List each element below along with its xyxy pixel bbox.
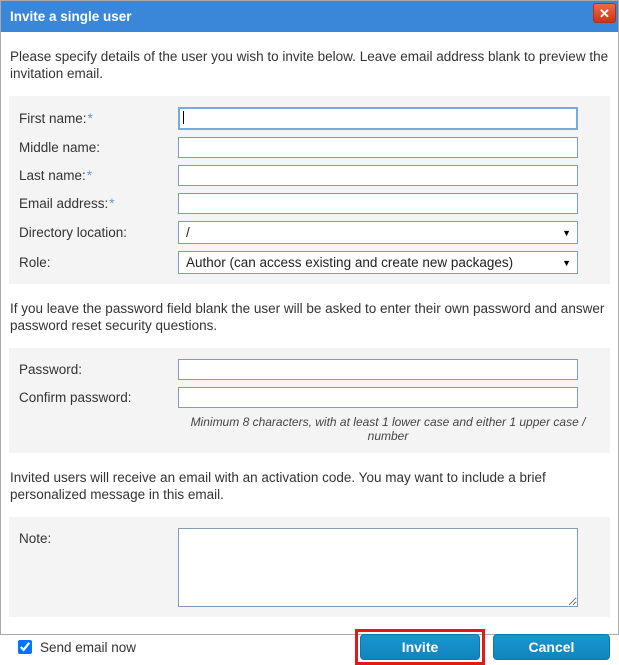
last-name-label: Last name:*: [19, 168, 93, 183]
send-email-now-checkbox[interactable]: [18, 640, 32, 654]
user-details-panel: [9, 96, 610, 284]
invite-button[interactable]: Invite: [360, 634, 480, 660]
first-name-input[interactable]: [178, 107, 578, 130]
intro-text: Please specify details of the user you wish to invite below. Leave email address blank to preview the invitation email.: [10, 49, 609, 81]
email-address-label: Email address:*: [19, 196, 115, 211]
middle-name-input[interactable]: [178, 137, 578, 158]
footer-buttons: [355, 629, 610, 665]
last-name-row: [19, 165, 600, 186]
password-label: Password:: [19, 362, 83, 377]
chevron-down-icon: ▼: [562, 257, 571, 268]
role-label: Role:: [19, 255, 51, 270]
note-row: [19, 528, 600, 607]
confirm-password-input[interactable]: [178, 387, 578, 408]
close-button[interactable]: [593, 3, 616, 23]
directory-location-select[interactable]: [178, 221, 578, 244]
chevron-down-icon: ▼: [562, 227, 571, 238]
first-name-label: First name:*: [19, 111, 93, 126]
last-name-input[interactable]: [178, 165, 578, 186]
required-asterisk: *: [109, 196, 115, 211]
note-textarea[interactable]: [178, 528, 578, 607]
first-name-row: [19, 107, 600, 130]
close-icon: ✕: [599, 5, 610, 21]
directory-location-row: [19, 221, 600, 244]
cancel-button[interactable]: Cancel: [493, 634, 610, 660]
confirm-password-row: [19, 387, 600, 408]
password-intro-text: If you leave the password field blank the user will be asked to enter their own password and answer password reset security questions.: [10, 301, 605, 333]
send-email-now-label: Send email now: [40, 639, 137, 655]
dialog-footer: [9, 629, 610, 665]
email-address-input[interactable]: [178, 193, 578, 214]
directory-location-label: Directory location:: [19, 225, 128, 240]
email-address-row: [19, 193, 600, 214]
note-panel: [9, 517, 610, 617]
text-cursor: [183, 111, 184, 124]
role-value: Author (can access existing and create new packages): [186, 255, 514, 270]
middle-name-row: [19, 137, 600, 158]
dialog-titlebar: [1, 1, 618, 32]
required-asterisk: *: [86, 168, 93, 183]
dialog-body: [1, 48, 618, 665]
send-email-now-option[interactable]: [10, 640, 136, 655]
dialog-title: Invite a single user: [10, 9, 132, 24]
password-row: [19, 359, 600, 380]
role-select[interactable]: [178, 251, 578, 274]
middle-name-label: Middle name:: [19, 140, 101, 155]
invite-button-highlight: [355, 629, 485, 665]
note-intro-text: Invited users will receive an email with an activation code. You may want to include a brief personalized message in this email.: [10, 470, 546, 502]
password-hint: Minimum 8 characters, with at least 1 lower case and either 1 upper case / number: [190, 415, 586, 443]
password-input[interactable]: [178, 359, 578, 380]
role-row: [19, 251, 600, 274]
confirm-password-label: Confirm password:: [19, 390, 132, 405]
password-panel: [9, 348, 610, 453]
note-label: Note:: [19, 531, 52, 546]
directory-location-value: /: [186, 225, 190, 240]
required-asterisk: *: [87, 111, 93, 126]
